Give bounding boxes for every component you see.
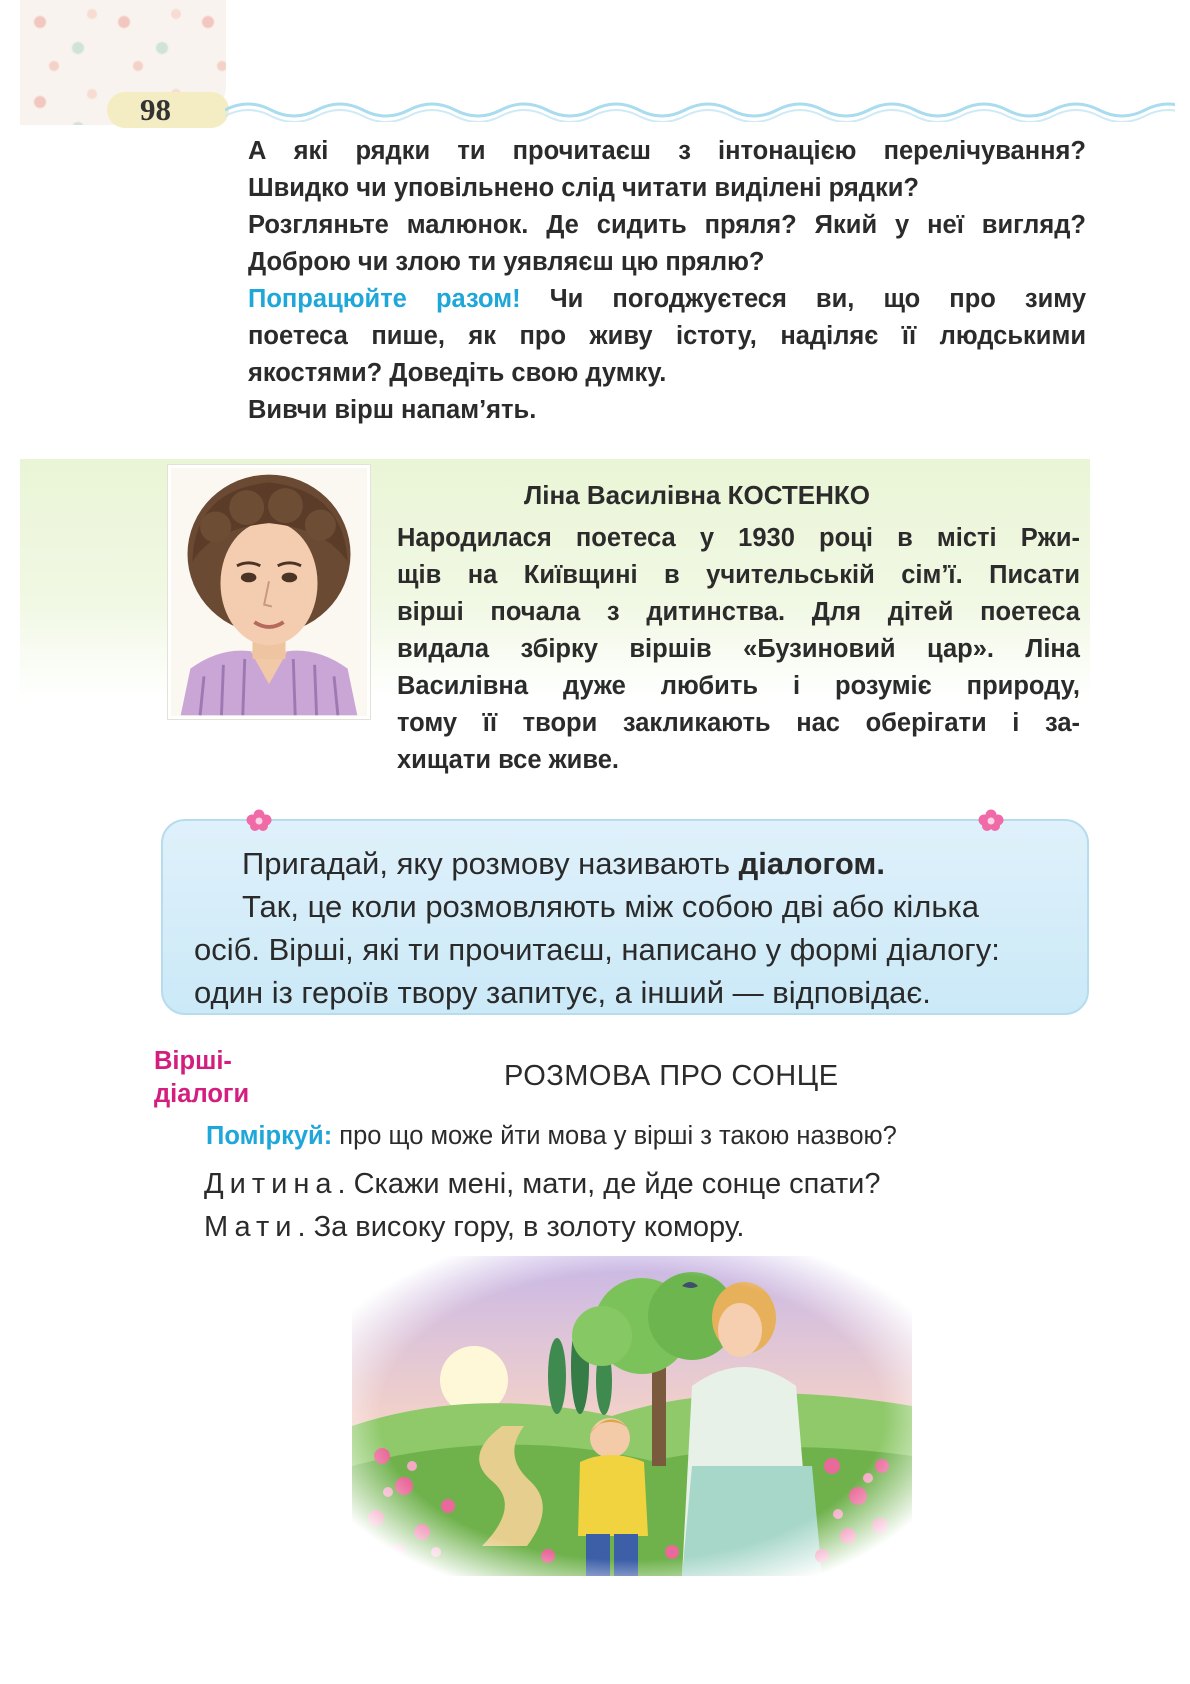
portrait-illustration	[171, 468, 367, 716]
reminder-prefix: Пригадай, яку розмову називають	[242, 846, 739, 881]
dialog-text: . За високу гору, в золоту комору.	[297, 1211, 745, 1243]
question-line: А які рядки ти прочитаєш з інтонацією перелічування?	[248, 137, 1086, 165]
think-text: про що може йти мова у вірші з такою назвою?	[332, 1122, 897, 1150]
author-portrait	[168, 465, 370, 719]
reminder-line: один із героїв твору запитує, а інший — відповідає.	[194, 975, 931, 1010]
question-line: Доброю чи злою ти уявляєш цю прялю?	[248, 248, 765, 276]
dialog-line	[204, 1163, 880, 1206]
mother-child-illustration	[352, 1256, 912, 1576]
dialog-speaker: Дитина	[204, 1168, 338, 1200]
reminder-line: Так, це коли розмовляють між собою дві або кілька	[242, 889, 979, 924]
biography-line: Народилася поетеса у 1930 році в місті Ржи-	[397, 524, 1080, 552]
reminder-text	[194, 842, 1074, 1014]
biography-line: хищати все живе.	[397, 746, 619, 774]
together-label: Попрацюйте разом!	[248, 285, 521, 313]
biography-line: Василівна дуже любить і розуміє природу,	[397, 672, 1080, 700]
side-label-line: Вірші-	[154, 1047, 232, 1075]
page-number: 98	[140, 92, 171, 127]
dialog-line	[204, 1206, 880, 1249]
section-side-label	[154, 1045, 249, 1111]
reminder-line	[194, 842, 1074, 885]
dialog-text: . Скажи мені, мати, де йде сонце спати?	[337, 1168, 881, 1200]
learn-instruction: Вивчи вірш напам’ять.	[248, 396, 537, 424]
dialog-speaker: Мати	[204, 1211, 298, 1243]
biography-text	[397, 520, 1080, 779]
flower-icon	[246, 809, 272, 831]
biography-line: щів на Київщині в учительській сім’ї. Писати	[397, 561, 1080, 589]
together-line: якостями? Доведіть свою думку.	[248, 359, 667, 387]
reminder-line: осіб. Вірші, які ти прочитаєш, написано у формі діалогу:	[194, 932, 1000, 967]
biography-line: тому її твори закликають нас оберігати і за-	[397, 709, 1080, 737]
question-line: Швидко чи уповільнено слід читати виділені рядки?	[248, 174, 919, 202]
questions-block	[248, 133, 1086, 429]
question-line: Розгляньте малюнок. Де сидить пряля? Який у неї вигляд?	[248, 211, 1086, 239]
poem-dialog	[204, 1163, 880, 1249]
dialogue-term: діалогом.	[738, 846, 885, 881]
biography-line: вірші почала з дитинства. Для дітей поетеса	[397, 598, 1080, 626]
together-text: Чи погоджуєтеся ви, що про зиму	[520, 285, 1086, 313]
poem-title: РОЗМОВА ПРО СОНЦЕ	[504, 1060, 839, 1092]
side-label-line: діалоги	[154, 1080, 250, 1108]
author-name: Ліна Василівна КОСТЕНКО	[524, 480, 870, 510]
sunset-garden-scene	[352, 1256, 912, 1576]
together-line	[248, 281, 1086, 318]
think-prompt	[206, 1118, 897, 1155]
think-label: Поміркуй:	[206, 1122, 333, 1150]
flower-icon	[978, 809, 1004, 831]
biography-line: видала збірку віршів «Бузиновий цар». Ліна	[397, 635, 1080, 663]
wave-divider	[225, 96, 1175, 122]
together-line: поетеса пише, як про живу істоту, наділяє її людськими	[248, 322, 1086, 350]
